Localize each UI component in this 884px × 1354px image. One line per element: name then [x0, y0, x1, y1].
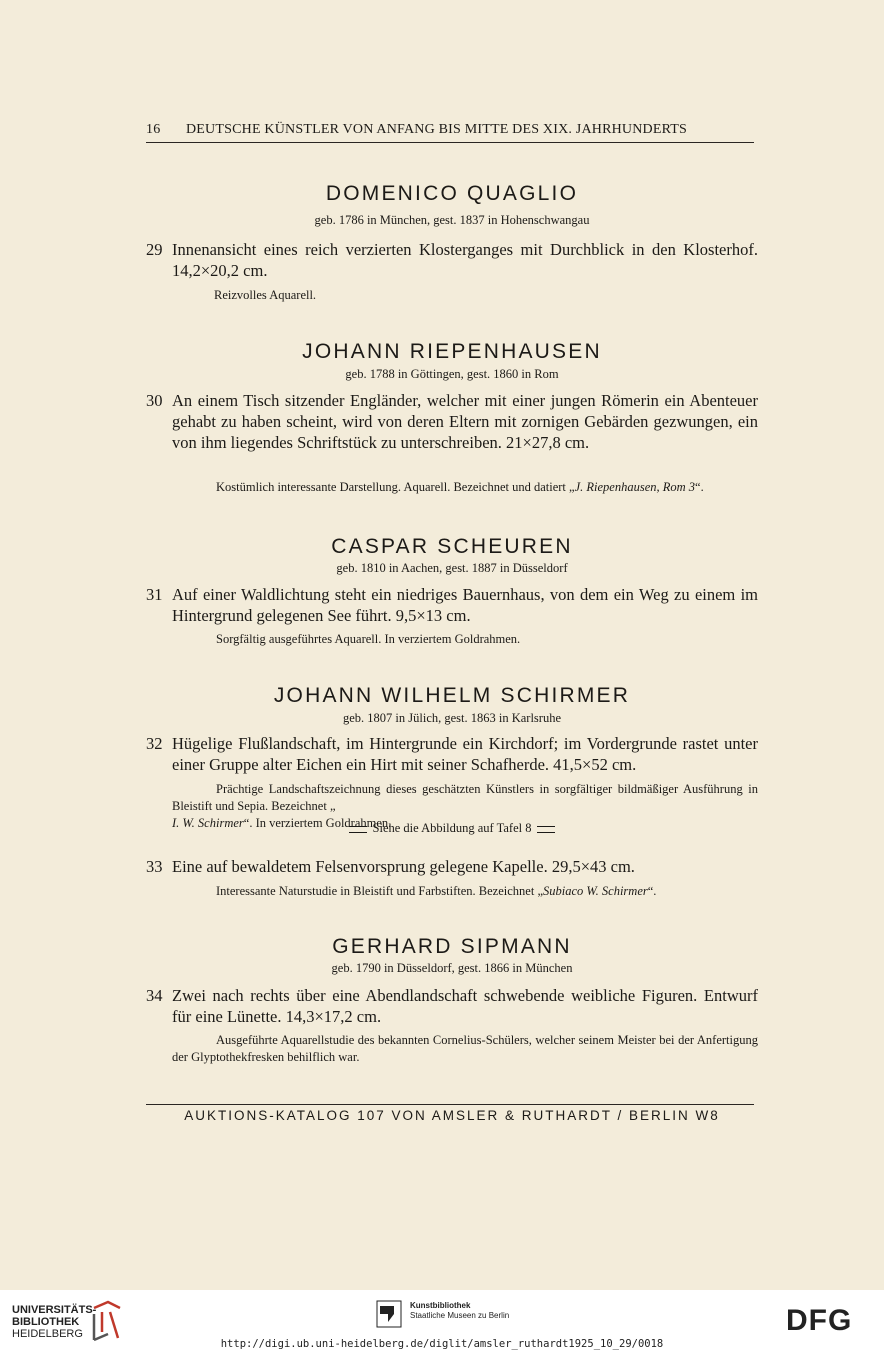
- running-header: [146, 122, 754, 138]
- entry-number: 31: [146, 585, 163, 604]
- artist-heading: DOMENICO QUAGLIO: [325, 182, 579, 205]
- entry-number: 29: [146, 240, 163, 259]
- entry-text: Eine auf bewaldetem Felsenvorsprung gelegene Kapelle. 29,5×43 cm.: [172, 857, 635, 876]
- artist-life: geb. 1810 in Aachen, gest. 1887 in Düsseldorf: [336, 561, 568, 575]
- footer-rule: [146, 1104, 754, 1105]
- artist-life: geb. 1786 in München, gest. 1837 in Hohenschwangau: [314, 213, 590, 227]
- kunstbibliothek-logo-icon: [376, 1300, 402, 1328]
- catalog-footer: AUKTIONS-KATALOG 107 VON AMSLER & RUTHARDT / BERLIN W8: [184, 1108, 720, 1123]
- source-url-link[interactable]: http://digi.ub.uni-heidelberg.de/diglit/amsler_ruthardt1925_10_29/0018: [220, 1338, 664, 1350]
- double-rule-right: [537, 826, 555, 833]
- header-rule: [146, 142, 754, 143]
- kunstbibliothek-label: Kunstbibliothek Staatliche Museen zu Berlin: [410, 1301, 510, 1320]
- catalog-entry: [146, 856, 758, 877]
- artist-life: geb. 1807 in Jülich, gest. 1863 in Karlsruhe: [342, 711, 562, 725]
- double-rule-left: [349, 826, 367, 833]
- university-library-logo-text: UNIVERSITÄTS- BIBLIOTHEK HEIDELBERG: [12, 1304, 97, 1340]
- catalog-entry: [146, 733, 758, 775]
- dfg-logo: DFG: [786, 1304, 853, 1337]
- entry-note: Prächtige Landschaftszeichnung dieses geschätzten Künstlers in sorgfältiger bildmäßiger Ausführung in Bleistift und Sepia. Bezeichnet „I. W. Schirmer“. In verziertem Goldrahmen.: [172, 782, 758, 830]
- catalog-entry: [146, 985, 758, 1027]
- entry-note: Interessante Naturstudie in Bleistift und Farbstiften. Bezeichnet „Subiaco W. Schirmer“.: [216, 884, 657, 898]
- entry-text: Innenansicht eines reich verzierten Klosterganges mit Durchblick in den Klosterhof. 14,2×20,2 cm.: [172, 240, 758, 280]
- entry-text: Zwei nach rechts über eine Abendlandschaft schwebende weibliche Figuren. Entwurf für eine Lünette. 14,3×17,2 cm.: [172, 986, 758, 1026]
- entry-text: Auf einer Waldlichtung steht ein niedriges Bauernhaus, von dem ein Weg zu einem im Hintergrund gelegenen See führt. 9,5×13 cm.: [172, 585, 758, 625]
- artist-heading: JOHANN RIEPENHAUSEN: [302, 340, 602, 363]
- entry-number: 34: [146, 986, 163, 1005]
- entry-number: 32: [146, 734, 163, 753]
- entry-number: 33: [146, 857, 163, 876]
- catalog-entry: [146, 239, 758, 281]
- artist-heading: JOHANN WILHELM SCHIRMER: [273, 684, 631, 707]
- artist-life: geb. 1788 in Göttingen, gest. 1860 in Rom: [345, 367, 559, 381]
- entry-text: An einem Tisch sitzender Engländer, welcher mit einer jungen Römerin ein Abenteuer gehabt zu haben scheint, wird von deren Eltern mit zornigen Gebärden gezwungen, ein von ihm liegendes Schriftstück zu unterschreiben. 21×27,8 cm.: [172, 391, 758, 452]
- entry-note: Kostümlich interessante Darstellung. Aquarell. Bezeichnet und datiert „J. Riepenhausen, Rom 3“.: [216, 480, 704, 494]
- entry-note: Sorgfältig ausgeführtes Aquarell. In verziertem Goldrahmen.: [216, 632, 521, 646]
- entry-number: 30: [146, 391, 163, 410]
- entry-text: Hügelige Flußlandschaft, im Hintergrunde ein Kirchdorf; im Vordergrunde rastet unter einer Gruppe alter Eichen ein Hirt mit seiner Schafherde. 41,5×52 cm.: [172, 734, 758, 774]
- artist-heading: CASPAR SCHEUREN: [331, 535, 573, 558]
- artist-heading: GERHARD SIPMANN: [332, 935, 572, 958]
- entry-note: Reizvolles Aquarell.: [214, 288, 317, 302]
- page-number: 16: [146, 122, 161, 137]
- entry-note: Ausgeführte Aquarellstudie des bekannten Cornelius-Schülers, welcher seinem Meister bei der Anfertigung der Glyptothekfresken behilflich war.: [172, 1033, 758, 1064]
- running-title: DEUTSCHE KÜNSTLER VON ANFANG BIS MITTE DES XIX. JAHRHUNDERTS: [186, 122, 688, 137]
- plate-reference: Siehe die Abbildung auf Tafel 8: [146, 821, 758, 836]
- catalog-entry: [146, 584, 758, 626]
- artist-life: geb. 1790 in Düsseldorf, gest. 1866 in München: [331, 961, 573, 975]
- catalog-entry: [146, 390, 758, 453]
